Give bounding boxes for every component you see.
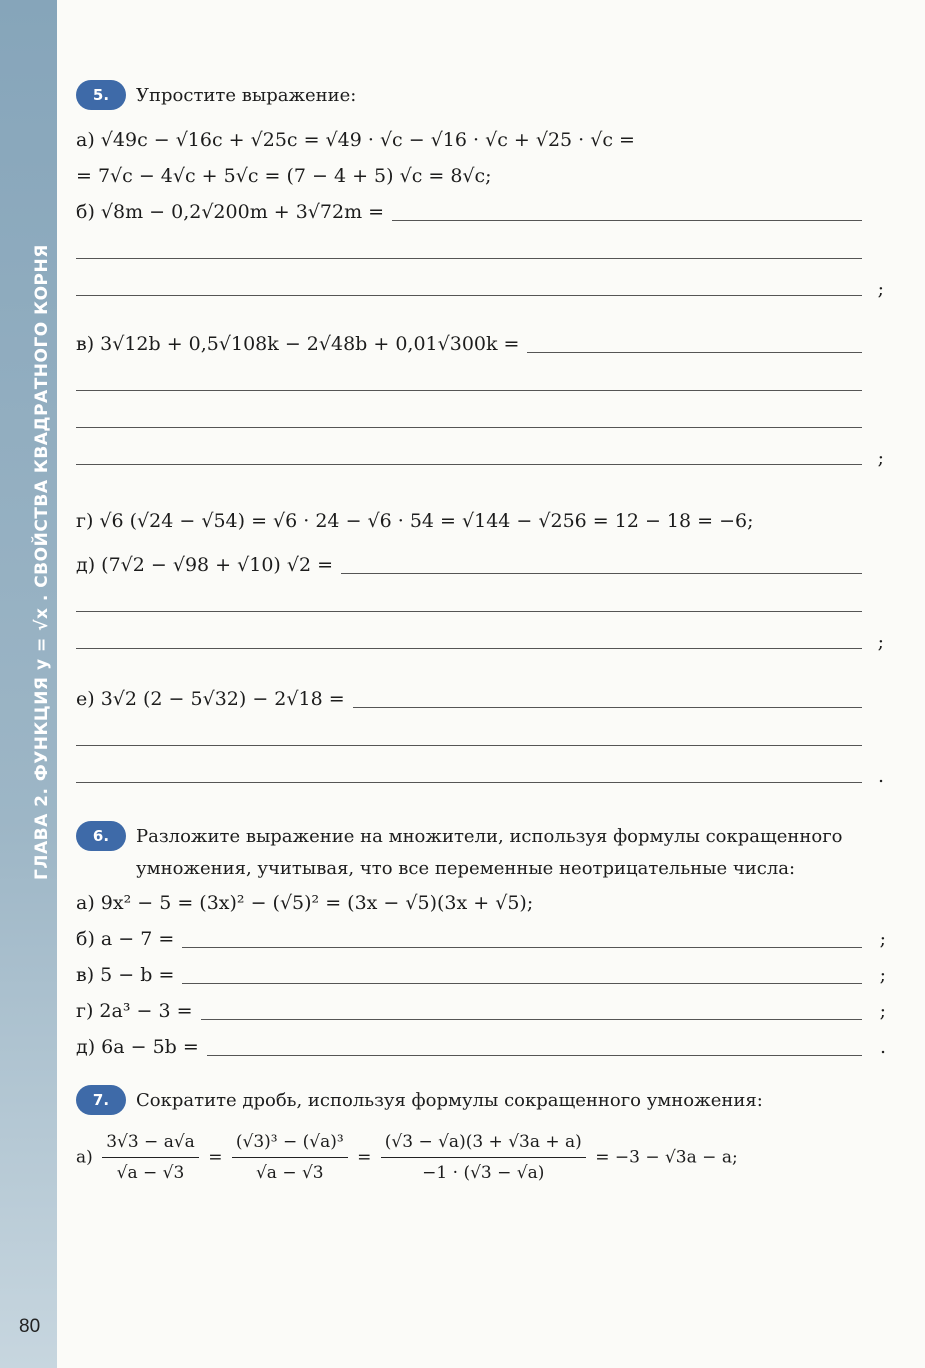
task-7 bbox=[76, 1085, 886, 1188]
task-5d: г) √6 (√24 − √54) = √6 · 24 − √6 · 54 = √144 − √256 = 12 − 18 = −6; bbox=[76, 510, 754, 532]
task-number-badge: 7. bbox=[76, 1085, 126, 1115]
task-5f-expression: е) 3√2 (2 − 5√32) − 2√18 = bbox=[76, 688, 345, 710]
answer-line[interactable] bbox=[76, 399, 886, 436]
task-5c bbox=[76, 326, 886, 362]
task-5-header bbox=[76, 80, 886, 112]
answer-line[interactable] bbox=[392, 219, 862, 221]
answer-line[interactable] bbox=[182, 982, 862, 984]
task-5b-expression: б) √8m − 0,2√200m + 3√72m = bbox=[76, 201, 385, 223]
answer-line[interactable] bbox=[76, 362, 886, 399]
answer-line[interactable]: ; bbox=[76, 267, 886, 304]
task-5e bbox=[76, 547, 886, 583]
task-5 bbox=[76, 80, 886, 791]
fraction: $\frac{3√3 - a√a}{√a - √3}$ bbox=[102, 1127, 199, 1188]
chapter-sidebar bbox=[0, 0, 57, 1368]
fraction: $\frac{\text{(√3)³ − (√a)³}}{√a - √3}$ bbox=[232, 1127, 348, 1188]
task-5e-expression: д) (7√2 − √98 + √10) √2 = bbox=[76, 554, 334, 576]
answer-line[interactable] bbox=[76, 583, 886, 620]
answer-line[interactable]: ; bbox=[76, 620, 886, 657]
task-number-badge: 5. bbox=[76, 80, 126, 110]
answer-line[interactable] bbox=[182, 946, 862, 948]
page-number: 80 bbox=[19, 1316, 41, 1337]
task-title: Разложите выражение на множители, используя формулы сокращенного умножения, учитывая, что все переменные неотрицательные числа: bbox=[136, 826, 843, 879]
task-6 bbox=[76, 821, 886, 1065]
page-content bbox=[76, 80, 886, 1188]
task-6-header bbox=[76, 821, 886, 885]
answer-line[interactable] bbox=[341, 572, 862, 574]
chapter-title: ГЛАВА 2. ФУНКЦИЯ y = √x . СВОЙСТВА КВАДРАТНОГО КОРНЯ bbox=[32, 244, 52, 880]
fraction: $\frac{(√3 - √a)(3 + √3a + a)}{-1 \cdot (√3 - √a)}$ bbox=[381, 1127, 586, 1188]
task-title: Сократите дробь, используя формулы сокращенного умножения: bbox=[136, 1090, 763, 1111]
answer-line[interactable] bbox=[76, 717, 886, 754]
answer-line[interactable] bbox=[353, 706, 862, 708]
answer-line[interactable] bbox=[201, 1018, 863, 1020]
task-6b: б) a − 7 = ; bbox=[76, 928, 886, 950]
task-6d: г) 2a³ − 3 = ; bbox=[76, 1000, 886, 1022]
answer-line[interactable]: . bbox=[76, 754, 886, 791]
task-7a: а) $\frac{3√3 - a√a}{√a - √3}$ = $\frac{\text{(√3)³ − (√a)³}}{√a - √3}$ = $\frac{(√3 - √a)(3 + √3a + a)}{-1 \cdot (√3 - √a)}$ = −3 − √3a − a; bbox=[76, 1127, 886, 1188]
task-6a: а) 9x² − 5 = (3x)² − (√5)² = (3x − √5)(3x + √5); bbox=[76, 892, 534, 914]
answer-line[interactable] bbox=[527, 351, 862, 353]
task-5c-expression: в) 3√12b + 0,5√108k − 2√48b + 0,01√300k = bbox=[76, 333, 520, 355]
task-number-badge: 6. bbox=[76, 821, 126, 851]
task-title: Упростите выражение: bbox=[136, 85, 357, 106]
task-5b bbox=[76, 194, 886, 230]
task-5a-line-2: = 7√c − 4√c + 5√c = (7 − 4 + 5) √c = 8√c; bbox=[76, 165, 492, 187]
answer-line[interactable]: ; bbox=[76, 436, 886, 473]
task-5a-line-1: а) √49c − √16c + √25c = √49 · √c − √16 · √c + √25 · √c = bbox=[76, 129, 635, 151]
task-5f bbox=[76, 681, 886, 717]
task-6c: в) 5 − b = ; bbox=[76, 964, 886, 986]
task-7-header bbox=[76, 1085, 886, 1117]
task-6e: д) 6a − 5b = . bbox=[76, 1036, 886, 1058]
answer-line[interactable] bbox=[207, 1054, 862, 1056]
answer-line[interactable] bbox=[76, 230, 886, 267]
